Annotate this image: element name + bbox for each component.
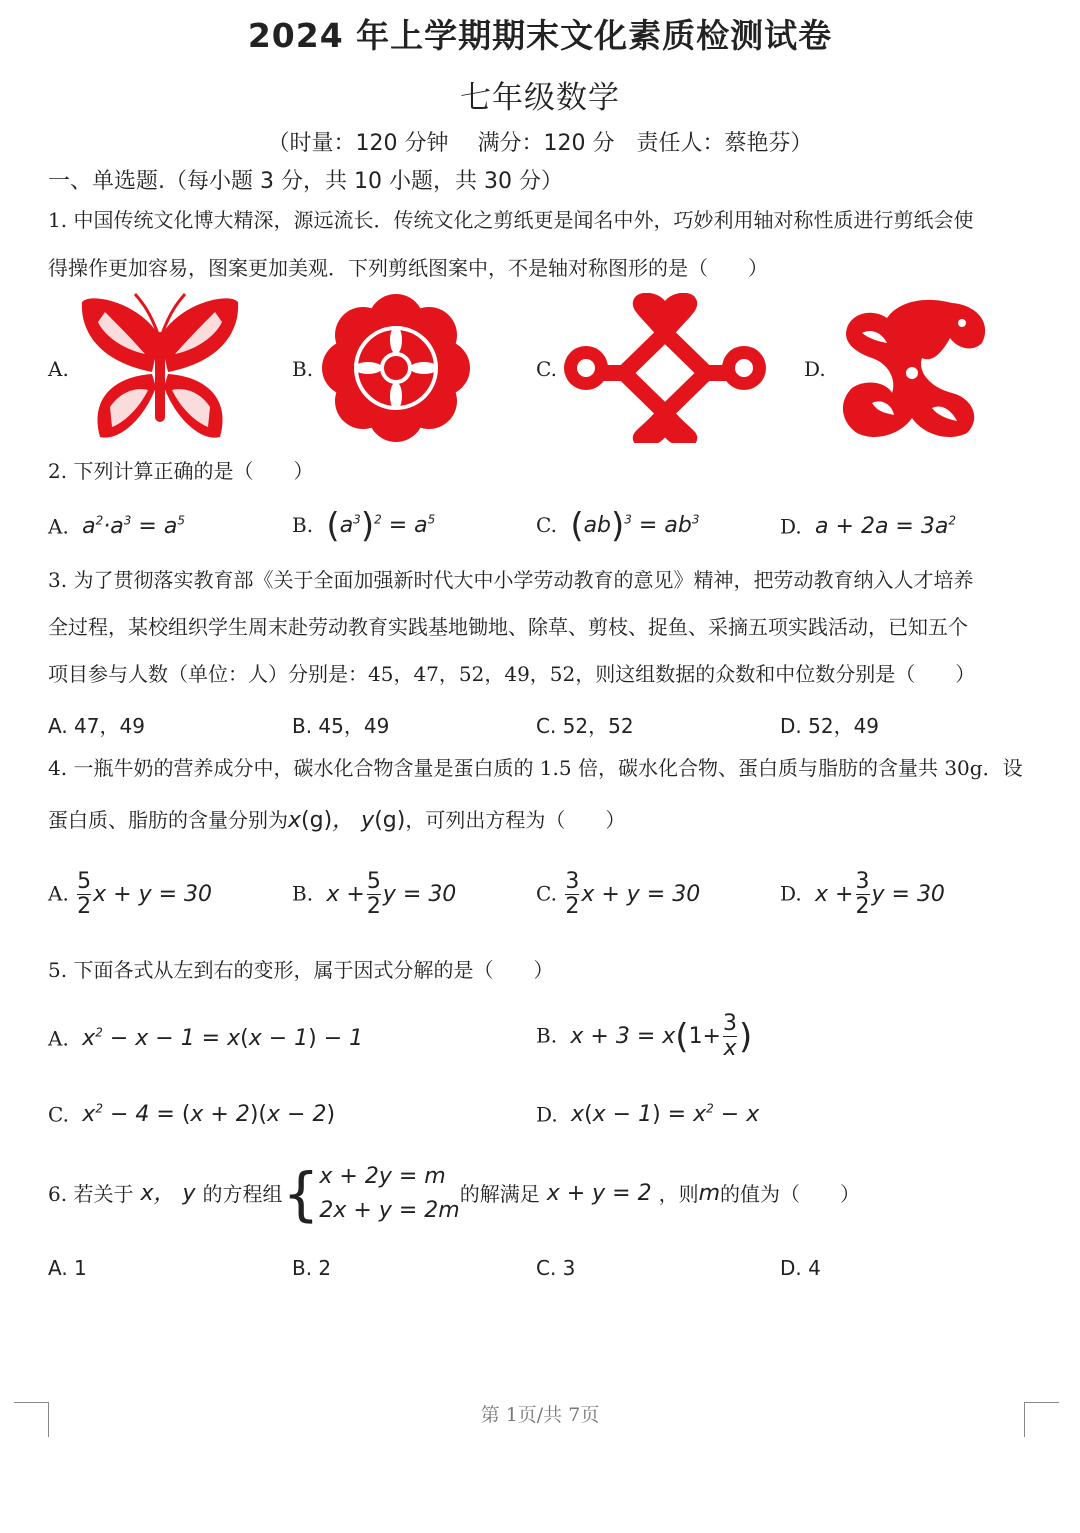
exam-info: （时量：120 分钟 满分：120 分 责任人：蔡艳芬）: [267, 131, 813, 156]
chinese-knot-papercut-image: [564, 293, 766, 443]
flower-papercut-image: [320, 294, 472, 442]
q6-stem: 6. 若关于 x， y 的方程组 { x + 2y = m 2x + y = 2m 的解满足 x + y = 2 ，则 m 的值为（ ）: [48, 1160, 861, 1228]
q2-option-b: B. $(a^3)^2 = a^5$: [292, 506, 436, 546]
q4-line2-prefix: 蛋白质、脂肪的含量分别为: [48, 808, 288, 832]
crop-mark-right: [1024, 1402, 1059, 1437]
q4-option-a: A. $\frac{5}{2}$ x + y = 30: [48, 869, 213, 919]
q4-label-c: C.: [536, 881, 557, 906]
q2-option-c: C. $(ab)^3 = ab^3$: [536, 506, 700, 546]
q5-option-d: D. $x(x - 1) = x^2 - x$: [536, 1102, 760, 1128]
dragon-papercut-image: [832, 293, 994, 443]
q2-label-c: C.: [536, 513, 557, 537]
q2-option-a: A. $a^2\cdot a^3 = a^5$: [48, 514, 185, 540]
q5-stem: 5. 下面各式从左到右的变形，属于因式分解的是（ ）: [48, 958, 554, 982]
q1-line1: 1. 中国传统文化博大精深，源远流长．传统文化之剪纸更是闻名中外，巧妙利用轴对称性质进行剪纸会使: [48, 208, 974, 232]
q4-label-d: D.: [780, 881, 802, 906]
q6-option-b: B. 2: [292, 1256, 332, 1280]
q6-option-d: D. 4: [780, 1256, 821, 1280]
exam-title: 2024 年上学期期末文化素质检测试卷: [247, 16, 833, 55]
q2-option-d: D. $a + 2a = 3a^2$: [780, 514, 956, 540]
q6-stem-d: ，则: [658, 1182, 699, 1206]
q5-label-d: D.: [536, 1102, 558, 1127]
q5-option-a: A. $x^2 - x - 1 = x(x - 1) - 1$: [48, 1026, 364, 1052]
q6-stem-c: 的解满足: [459, 1182, 540, 1206]
q3-line1: 3. 为了贯彻落实教育部《关于全面加强新时代大中小学劳动教育的意见》精神，把劳动教育纳入人才培养: [48, 568, 974, 592]
q3-option-c: C. 52，52: [536, 714, 634, 738]
q3-option-b: B. 45，49: [292, 714, 390, 738]
q3-option-d: D. 52，49: [780, 714, 880, 738]
q1-label-b: B.: [292, 357, 314, 381]
q1-line2: 得操作更加容易，图案更加美观．下列剪纸图案中，不是轴对称图形的是（ ）: [48, 256, 768, 280]
q1-label-c: C.: [536, 357, 557, 381]
q4-line2: 蛋白质、脂肪的含量分别为x(g)， y(g)，可列出方程为（ ）: [48, 808, 626, 833]
q6-option-c: C. 3: [536, 1256, 576, 1280]
butterfly-papercut-image: [80, 292, 240, 444]
q5-option-b: B. x + 3 = x(1+ $\frac{3}{x}$ ): [536, 1011, 753, 1061]
exam-subtitle: 七年级数学: [460, 80, 620, 116]
q5-label-c: C.: [48, 1102, 69, 1127]
q4-option-b: B. x + $\frac{5}{2}$ y = 30: [292, 869, 457, 919]
q6-stem-e: 的值为（ ）: [720, 1182, 861, 1206]
q4-label-a: A.: [48, 881, 69, 906]
q5-option-c: C. $x^2 - 4 = (x + 2)(x - 2)$: [48, 1102, 336, 1128]
q4-line1: 4. 一瓶牛奶的营养成分中，碳水化合物含量是蛋白质的 1.5 倍，碳水化合物、蛋白质与脂肪的含量共 30g．设: [48, 756, 1023, 780]
q4-option-d: D. x + $\frac{3}{2}$ y = 30: [780, 869, 945, 919]
q4-label-b: B.: [292, 881, 314, 906]
q2-label-d: D.: [780, 514, 802, 539]
q3-line3: 项目参与人数（单位：人）分别是：45，47，52，49，52，则这组数据的众数和中位数分别是（ ）: [48, 662, 976, 686]
q2-label-a: A.: [48, 514, 69, 539]
q4-option-c: C. $\frac{3}{2}$ x + y = 30: [536, 869, 701, 919]
q6-stem-b: 的方程组: [202, 1182, 283, 1206]
q2-label-b: B.: [292, 513, 314, 537]
q6-stem-a: 6. 若关于: [48, 1182, 134, 1206]
section-heading: 一、单选题.（每小题 3 分，共 10 小题，共 30 分）: [48, 169, 563, 194]
crop-mark-left: [14, 1402, 49, 1437]
q2-stem: 2. 下列计算正确的是（ ）: [48, 459, 314, 483]
q3-line2: 全过程，某校组织学生周末赴劳动教育实践基地锄地、除草、剪枝、捉鱼、采摘五项实践活动，已知五个: [48, 615, 968, 639]
q1-label-a: A.: [48, 357, 69, 381]
q3-option-a: A. 47，49: [48, 714, 145, 738]
q5-label-a: A.: [48, 1026, 69, 1051]
q4-line2-suffix: ，可列出方程为（ ）: [405, 808, 626, 832]
q1-label-d: D.: [804, 357, 826, 381]
q6-option-a: A. 1: [48, 1256, 87, 1280]
q5-label-b: B.: [536, 1023, 558, 1048]
page-number: 第 1页/共 7页: [480, 1404, 600, 1426]
